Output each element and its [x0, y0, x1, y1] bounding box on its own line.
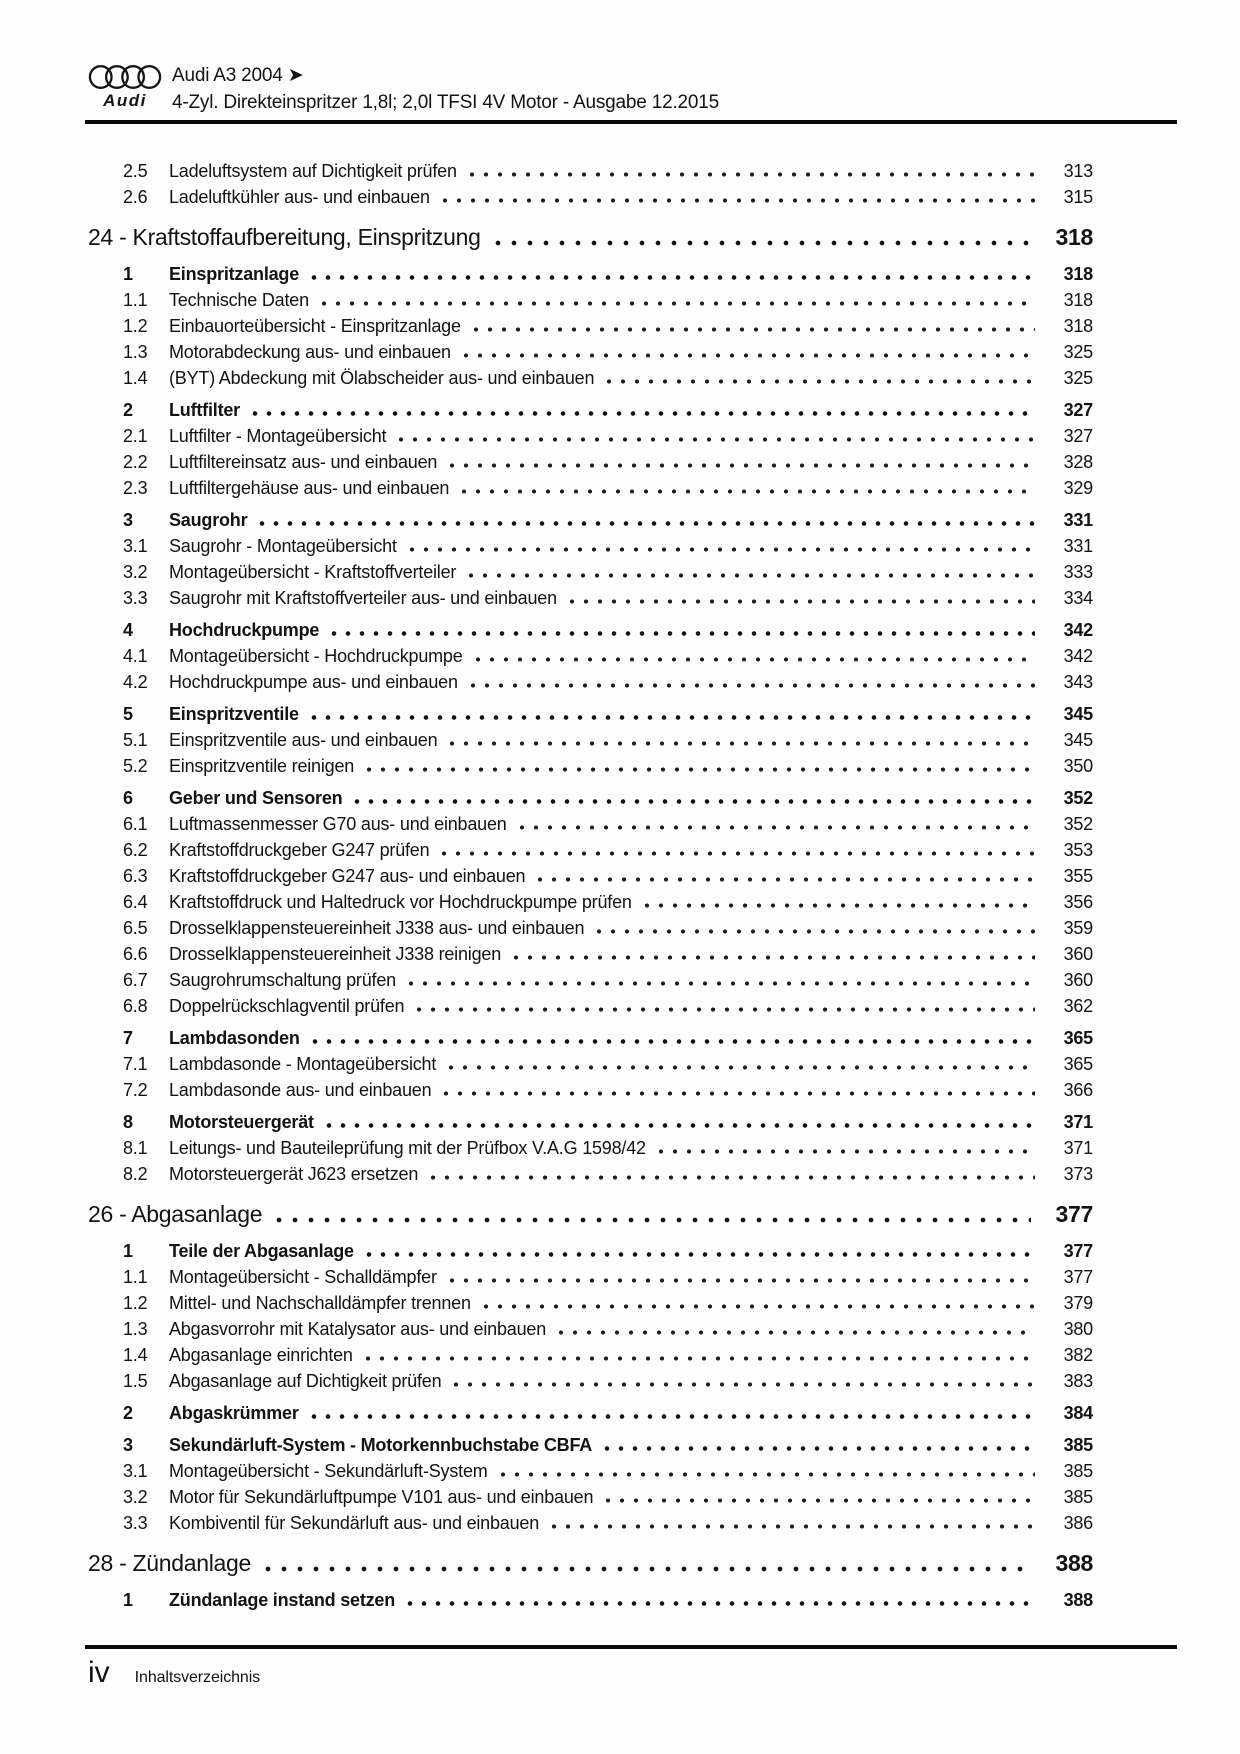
- entry-title: Saugrohr mit Kraftstoffverteiler aus- und einbauen: [169, 588, 557, 608]
- footer: [88, 1656, 260, 1690]
- entry-page-number: 325: [1063, 342, 1093, 362]
- toc-entry-row: [85, 1587, 1093, 1613]
- toc-entry-row: [85, 1238, 1093, 1264]
- dot-leader: [265, 1565, 1031, 1573]
- entry-title: Sekundärluft-System - Motorkennbuchstabe CBFA: [169, 1435, 593, 1455]
- audi-wordmark: Audi: [103, 91, 147, 110]
- dot-leader: [470, 682, 1035, 689]
- entry-number: 2.2: [123, 452, 148, 472]
- entry-number: 3.3: [123, 588, 148, 608]
- toc-entry-row: [85, 1161, 1093, 1187]
- chapter-title: 28 - Zündanlage: [88, 1550, 252, 1576]
- dot-leader: [604, 1445, 1035, 1452]
- entry-number: 1.1: [123, 290, 148, 310]
- entry-title: Lambdasonden: [169, 1028, 300, 1048]
- dot-leader: [276, 1216, 1031, 1224]
- entry-number: 1.5: [123, 1371, 148, 1391]
- entry-number: 6: [123, 788, 133, 808]
- entry-number: 1.1: [123, 1267, 148, 1287]
- dot-leader: [658, 1148, 1035, 1155]
- dot-leader: [551, 1523, 1035, 1530]
- dot-leader: [408, 980, 1035, 987]
- entry-number: 8: [123, 1112, 133, 1132]
- entry-title: Abgasanlage einrichten: [169, 1345, 353, 1365]
- entry-title: Einspritzventile: [169, 704, 299, 724]
- dot-leader: [468, 572, 1035, 579]
- entry-title: Abgasvorrohr mit Katalysator aus- und einbauen: [169, 1319, 547, 1339]
- entry-page-number: 366: [1063, 1080, 1093, 1100]
- entry-title: Drosselklappensteuereinheit J338 reinigen: [169, 944, 502, 964]
- entry-title: Technische Daten: [169, 290, 309, 310]
- entry-title: Kraftstoffdruckgeber G247 prüfen: [169, 840, 430, 860]
- entry-number: 7: [123, 1028, 133, 1048]
- header-model-line: Audi A3 2004 ➤: [172, 65, 304, 86]
- audi-rings-icon: [86, 64, 164, 90]
- toc-chapter-row: [85, 1546, 1093, 1580]
- entry-title: Lambdasonde aus- und einbauen: [169, 1080, 432, 1100]
- chapter-page-number: 318: [1055, 224, 1093, 250]
- entry-title: (BYT) Abdeckung mit Ölabscheider aus- und einbauen: [169, 368, 595, 388]
- entry-number: 6.3: [123, 866, 148, 886]
- entry-number: 1: [123, 264, 133, 284]
- dot-leader: [416, 1006, 1035, 1013]
- entry-number: 5.1: [123, 730, 148, 750]
- entry-title: Lambdasonde - Montageübersicht: [169, 1054, 437, 1074]
- entry-page-number: 384: [1063, 1403, 1093, 1423]
- entry-number: 3.3: [123, 1513, 148, 1533]
- entry-number: 4.2: [123, 672, 148, 692]
- entry-title: Leitungs- und Bauteileprüfung mit der Prüfbox V.A.G 1598/42: [169, 1138, 646, 1158]
- toc-entry-row: [85, 1342, 1093, 1368]
- dot-leader: [473, 326, 1035, 333]
- toc-chapter-row: [85, 1197, 1093, 1231]
- dot-leader: [331, 630, 1035, 637]
- dot-leader: [442, 197, 1035, 204]
- entry-number: 4.1: [123, 646, 148, 666]
- entry-title: Zündanlage instand setzen: [169, 1590, 396, 1610]
- entry-number: 8.2: [123, 1164, 148, 1184]
- dot-leader: [449, 740, 1035, 747]
- dot-leader: [461, 488, 1035, 495]
- dot-leader: [409, 546, 1035, 553]
- entry-title: Luftfiltereinsatz aus- und einbauen: [169, 452, 438, 472]
- entry-page-number: 331: [1063, 510, 1093, 530]
- dot-leader: [398, 436, 1035, 443]
- dot-leader: [259, 520, 1035, 527]
- toc-entry-row: [85, 1432, 1093, 1458]
- chapter-title: 26 - Abgasanlage: [88, 1201, 263, 1227]
- dot-leader: [441, 850, 1035, 857]
- entry-number: 2: [123, 400, 133, 420]
- entry-title: Saugrohr: [169, 510, 248, 530]
- entry-title: Kraftstoffdruckgeber G247 aus- und einbauen: [169, 866, 526, 886]
- dot-leader: [463, 352, 1035, 359]
- toc-entry-row: [85, 261, 1093, 287]
- toc-entry-row: [85, 617, 1093, 643]
- entry-page-number: 373: [1063, 1164, 1093, 1184]
- header-engine-line: 4-Zyl. Direkteinspritzer 1,8l; 2,0l TFSI 4V Motor - Ausgabe 12.2015: [172, 92, 720, 113]
- entry-number: 1: [123, 1590, 133, 1610]
- dot-leader: [596, 928, 1035, 935]
- entry-page-number: 379: [1063, 1293, 1093, 1313]
- toc: [85, 158, 1093, 1613]
- entry-page-number: 315: [1063, 187, 1093, 207]
- entry-number: 7.2: [123, 1080, 148, 1100]
- toc-entry-row: [85, 1316, 1093, 1342]
- entry-number: 2: [123, 1403, 133, 1423]
- dot-leader: [443, 1090, 1035, 1097]
- entry-title: Einspritzventile aus- und einbauen: [169, 730, 438, 750]
- toc-chapter-row: [85, 220, 1093, 254]
- entry-title: Einbauorteübersicht - Einspritzanlage: [169, 316, 461, 336]
- dot-leader: [519, 824, 1035, 831]
- dot-leader: [453, 1381, 1035, 1388]
- dot-leader: [558, 1329, 1035, 1336]
- dot-leader: [605, 1497, 1035, 1504]
- entry-page-number: 383: [1063, 1371, 1093, 1391]
- toc-entry-row: [85, 889, 1093, 915]
- toc-entry-row: [85, 643, 1093, 669]
- dot-leader: [500, 1471, 1035, 1478]
- entry-page-number: 385: [1063, 1461, 1093, 1481]
- toc-entry-row: [85, 915, 1093, 941]
- toc-entry-row: [85, 1077, 1093, 1103]
- entry-page-number: 331: [1063, 536, 1093, 556]
- entry-number: 1.2: [123, 1293, 148, 1313]
- toc-entry-row: [85, 158, 1093, 184]
- entry-page-number: 342: [1063, 646, 1093, 666]
- dot-leader: [449, 462, 1035, 469]
- entry-page-number: 385: [1063, 1487, 1093, 1507]
- dot-leader: [312, 1038, 1035, 1045]
- entry-number: 7.1: [123, 1054, 148, 1074]
- entry-title: Einspritzanlage: [169, 264, 300, 284]
- entry-title: Montageübersicht - Sekundärluft-System: [169, 1461, 488, 1481]
- entry-number: 1.3: [123, 342, 148, 362]
- toc-entry-row: [85, 727, 1093, 753]
- toc-entry-row: [85, 669, 1093, 695]
- toc-entry-row: [85, 475, 1093, 501]
- toc-entry-row: [85, 559, 1093, 585]
- entry-title: Ladeluftkühler aus- und einbauen: [169, 187, 430, 207]
- entry-page-number: 377: [1063, 1267, 1093, 1287]
- toc-entry-row: [85, 863, 1093, 889]
- toc-entry-row: [85, 1368, 1093, 1394]
- entry-title: Einspritzventile reinigen: [169, 756, 355, 776]
- entry-title: Saugrohrumschaltung prüfen: [169, 970, 396, 990]
- entry-page-number: 360: [1063, 944, 1093, 964]
- entry-title: Drosselklappensteuereinheit J338 aus- und einbauen: [169, 918, 585, 938]
- entry-number: 5.2: [123, 756, 148, 776]
- toc-entry-row: [85, 287, 1093, 313]
- dot-leader: [365, 1355, 1035, 1362]
- entry-page-number: 355: [1063, 866, 1093, 886]
- entry-title: Hochdruckpumpe: [169, 620, 320, 640]
- entry-number: 1.2: [123, 316, 148, 336]
- dot-leader: [537, 876, 1035, 883]
- entry-page-number: 360: [1063, 970, 1093, 990]
- entry-title: Luftmassenmesser G70 aus- und einbauen: [169, 814, 507, 834]
- entry-title: Teile der Abgasanlage: [169, 1241, 354, 1261]
- entry-number: 8.1: [123, 1138, 148, 1158]
- toc-entry-row: [85, 397, 1093, 423]
- entry-page-number: 365: [1063, 1054, 1093, 1074]
- entry-title: Kraftstoffdruck und Haltedruck vor Hochdruckpumpe prüfen: [169, 892, 632, 912]
- toc-entry-row: [85, 585, 1093, 611]
- dot-leader: [252, 410, 1035, 417]
- entry-page-number: 359: [1063, 918, 1093, 938]
- entry-page-number: 325: [1063, 368, 1093, 388]
- entry-page-number: 371: [1063, 1112, 1093, 1132]
- dot-leader: [469, 171, 1035, 178]
- entry-page-number: 388: [1063, 1590, 1093, 1610]
- dot-leader: [354, 798, 1035, 805]
- dot-leader: [321, 300, 1035, 307]
- dot-leader: [644, 902, 1035, 909]
- entry-number: 6.1: [123, 814, 148, 834]
- entry-page-number: 353: [1063, 840, 1093, 860]
- entry-page-number: 343: [1063, 672, 1093, 692]
- entry-title: Saugrohr - Montageübersicht: [169, 536, 397, 556]
- chapter-page-number: 388: [1055, 1550, 1093, 1576]
- dot-leader: [606, 378, 1035, 385]
- entry-page-number: 362: [1063, 996, 1093, 1016]
- dot-leader: [311, 1413, 1035, 1420]
- entry-number: 5: [123, 704, 133, 724]
- entry-number: 3.1: [123, 536, 148, 556]
- dot-leader: [326, 1122, 1035, 1129]
- chapter-page-number: 377: [1055, 1201, 1093, 1227]
- dot-leader: [513, 954, 1035, 961]
- entry-title: Montageübersicht - Hochdruckpumpe: [169, 646, 463, 666]
- dot-leader: [311, 274, 1035, 281]
- entry-page-number: 328: [1063, 452, 1093, 472]
- toc-entry-row: [85, 184, 1093, 210]
- entry-title: Luftfiltergehäuse aus- und einbauen: [169, 478, 450, 498]
- entry-title: Luftfilter: [169, 400, 240, 420]
- entry-number: 6.4: [123, 892, 148, 912]
- entry-page-number: 318: [1063, 316, 1093, 336]
- entry-title: Abgaskrümmer: [169, 1403, 299, 1423]
- entry-page-number: 327: [1063, 426, 1093, 446]
- toc-entry-row: [85, 941, 1093, 967]
- entry-page-number: 342: [1063, 620, 1093, 640]
- entry-page-number: 380: [1063, 1319, 1093, 1339]
- entry-page-number: 371: [1063, 1138, 1093, 1158]
- entry-number: 3: [123, 1435, 133, 1455]
- toc-entry-row: [85, 967, 1093, 993]
- entry-page-number: 333: [1063, 562, 1093, 582]
- entry-page-number: 318: [1063, 264, 1093, 284]
- dot-leader: [366, 1251, 1035, 1258]
- entry-page-number: 345: [1063, 704, 1093, 724]
- entry-number: 3: [123, 510, 133, 530]
- entry-page-number: 385: [1063, 1435, 1093, 1455]
- toc-entry-row: [85, 993, 1093, 1019]
- entry-title: Motor für Sekundärluftpumpe V101 aus- und einbauen: [169, 1487, 594, 1507]
- dot-leader: [430, 1174, 1035, 1181]
- toc-entry-row: [85, 1051, 1093, 1077]
- toc-entry-row: [85, 423, 1093, 449]
- toc-entry-row: [85, 1135, 1093, 1161]
- entry-number: 1: [123, 1241, 133, 1261]
- entry-page-number: 352: [1063, 788, 1093, 808]
- dot-leader: [311, 714, 1035, 721]
- entry-number: 3.1: [123, 1461, 148, 1481]
- entry-page-number: 329: [1063, 478, 1093, 498]
- entry-title: Luftfilter - Montageübersicht: [169, 426, 387, 446]
- toc-entry-row: [85, 1290, 1093, 1316]
- entry-number: 6.2: [123, 840, 148, 860]
- toc-entry-row: [85, 449, 1093, 475]
- dot-leader: [448, 1064, 1035, 1071]
- entry-number: 2.5: [123, 161, 148, 181]
- entry-page-number: 345: [1063, 730, 1093, 750]
- chapter-title: 24 - Kraftstoffaufbereitung, Einspritzung: [88, 224, 481, 250]
- entry-title: Montageübersicht - Schalldämpfer: [169, 1267, 437, 1287]
- toc-entry-row: [85, 701, 1093, 727]
- toc-entry-row: [85, 339, 1093, 365]
- entry-page-number: 386: [1063, 1513, 1093, 1533]
- entry-page-number: 382: [1063, 1345, 1093, 1365]
- dot-leader: [495, 239, 1031, 247]
- toc-entry-row: [85, 785, 1093, 811]
- toc-entry-row: [85, 533, 1093, 559]
- entry-number: 2.6: [123, 187, 148, 207]
- entry-number: 6.6: [123, 944, 148, 964]
- entry-title: Kombiventil für Sekundärluft aus- und einbauen: [169, 1513, 540, 1533]
- entry-title: Montageübersicht - Kraftstoffverteiler: [169, 562, 457, 582]
- entry-number: 6.7: [123, 970, 148, 990]
- dot-leader: [475, 656, 1035, 663]
- entry-page-number: 352: [1063, 814, 1093, 834]
- entry-title: Doppelrückschlagventil prüfen: [169, 996, 405, 1016]
- entry-title: Motorabdeckung aus- und einbauen: [169, 342, 451, 362]
- entry-number: 6.5: [123, 918, 148, 938]
- entry-number: 2.1: [123, 426, 148, 446]
- entry-number: 1.3: [123, 1319, 148, 1339]
- toc-entry-row: [85, 507, 1093, 533]
- toc-entry-row: [85, 1109, 1093, 1135]
- entry-number: 4: [123, 620, 133, 640]
- footer-rule: [85, 1645, 1177, 1649]
- entry-page-number: 365: [1063, 1028, 1093, 1048]
- entry-page-number: 356: [1063, 892, 1093, 912]
- audi-logo: [86, 64, 164, 111]
- toc-entry-row: [85, 1458, 1093, 1484]
- entry-number: 3.2: [123, 1487, 148, 1507]
- toc-entry-row: [85, 1510, 1093, 1536]
- entry-title: Ladeluftsystem auf Dichtigkeit prüfen: [169, 161, 457, 181]
- dot-leader: [407, 1600, 1035, 1607]
- toc-entry-row: [85, 1025, 1093, 1051]
- entry-page-number: 327: [1063, 400, 1093, 420]
- toc-entry-row: [85, 753, 1093, 779]
- entry-title: Abgasanlage auf Dichtigkeit prüfen: [169, 1371, 442, 1391]
- footer-section-label: Inhaltsverzeichnis: [134, 1669, 261, 1686]
- dot-leader: [569, 598, 1035, 605]
- dot-leader: [449, 1277, 1035, 1284]
- toc-entry-row: [85, 365, 1093, 391]
- footer-page-number: iv: [88, 1656, 110, 1689]
- toc-entry-row: [85, 313, 1093, 339]
- entry-page-number: 350: [1063, 756, 1093, 776]
- entry-title: Motorsteuergerät: [169, 1112, 314, 1132]
- toc-entry-row: [85, 1400, 1093, 1426]
- entry-title: Motorsteuergerät J623 ersetzen: [169, 1164, 419, 1184]
- toc-entry-row: [85, 1264, 1093, 1290]
- entry-title: Mittel- und Nachschalldämpfer trennen: [169, 1293, 471, 1313]
- entry-page-number: 313: [1063, 161, 1093, 181]
- toc-entry-row: [85, 837, 1093, 863]
- dot-leader: [483, 1303, 1035, 1310]
- entry-page-number: 377: [1063, 1241, 1093, 1261]
- entry-number: 6.8: [123, 996, 148, 1016]
- header-rule: [85, 120, 1177, 124]
- entry-title: Hochdruckpumpe aus- und einbauen: [169, 672, 458, 692]
- header-text: [172, 62, 719, 116]
- entry-page-number: 334: [1063, 588, 1093, 608]
- entry-number: 1.4: [123, 368, 148, 388]
- toc-entry-row: [85, 811, 1093, 837]
- entry-page-number: 318: [1063, 290, 1093, 310]
- entry-number: 1.4: [123, 1345, 148, 1365]
- entry-number: 3.2: [123, 562, 148, 582]
- toc-entry-row: [85, 1484, 1093, 1510]
- entry-title: Geber und Sensoren: [169, 788, 343, 808]
- dot-leader: [366, 766, 1035, 773]
- entry-number: 2.3: [123, 478, 148, 498]
